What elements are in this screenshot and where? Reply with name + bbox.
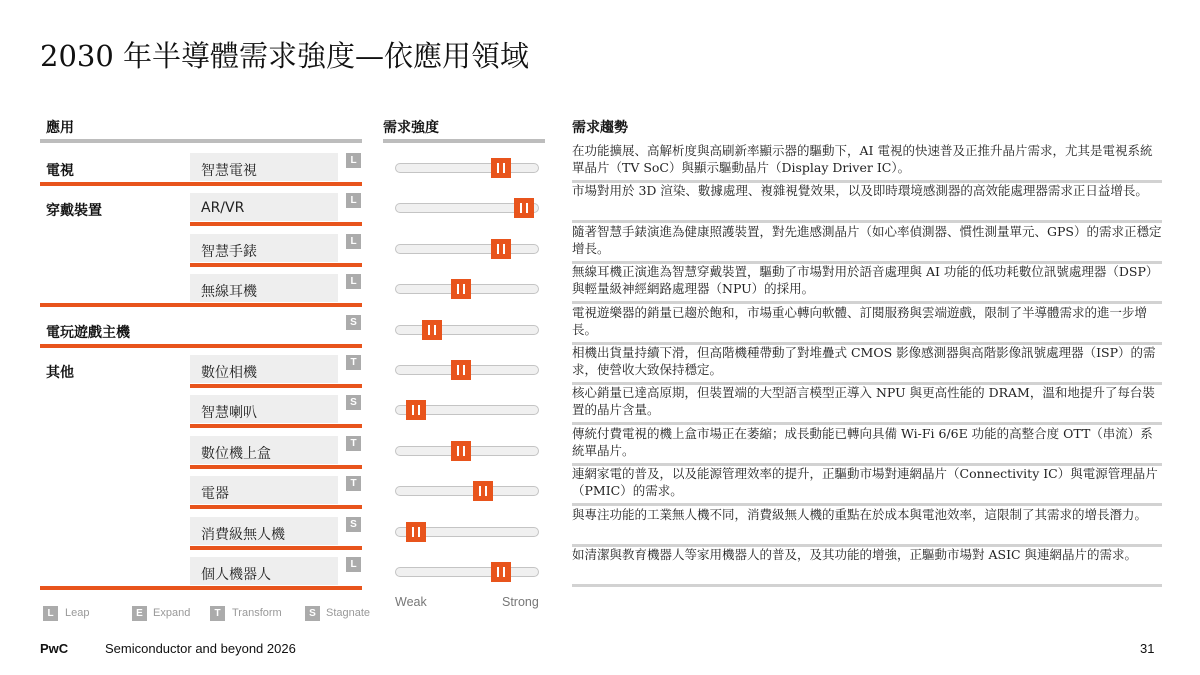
legend-badge-expand: E [132, 606, 147, 621]
subcategory-label: 電器 [201, 486, 229, 503]
intensity-marker [406, 522, 426, 542]
subcategory-divider [190, 465, 362, 469]
subcategory-label: AR/VR [201, 200, 245, 217]
trend-type-badge: L [346, 153, 361, 168]
footer-brand: PwC [40, 641, 69, 656]
subcategory-divider [190, 222, 362, 226]
trend-type-badge: T [346, 355, 361, 370]
intensity-marker [491, 158, 511, 178]
header-application: 應用 [46, 120, 74, 136]
trend-description: 電視遊樂器的銷量已趨於飽和，市場重心轉向軟體、訂閱服務與雲端遊戲，限制了半導體需求的進一步增長。 [572, 304, 1148, 337]
axis-weak-label: Weak [395, 595, 427, 609]
intensity-marker [514, 198, 534, 218]
intensity-marker [491, 239, 511, 259]
page-title: 2030 年半導體需求強度—依應用領域 [40, 39, 530, 73]
category-label: 電玩遊戲主機 [46, 324, 130, 341]
category-divider [40, 303, 362, 307]
trend-description: 隨著智慧手錶演進為健康照護裝置，對先進感測晶片（如心率偵測器、慣性測量單元、GPS）的需求正穩定增長。 [572, 223, 1162, 256]
trend-type-badge: T [346, 436, 361, 451]
intensity-track [395, 244, 539, 254]
subcategory-divider [190, 505, 362, 509]
intensity-marker [422, 320, 442, 340]
legend-label-leap: Leap [65, 607, 90, 619]
intensity-track [395, 567, 539, 577]
footer-report-title: Semiconductor and beyond 2026 [105, 641, 296, 656]
category-label: 穿戴裝置 [46, 203, 102, 220]
intensity-marker [491, 562, 511, 582]
trend-divider [572, 584, 1162, 587]
intensity-track [395, 163, 539, 173]
trend-description: 如清潔與教育機器人等家用機器人的普及，及其功能的增強，正驅動市場對 ASIC 與連網晶片的需求。 [572, 547, 1138, 562]
trend-description: 無線耳機正演進為智慧穿戴裝置，驅動了市場對用於語音處理與 AI 功能的低功耗數位訊號處理器（DSP）與輕量級神經網路處理器（NPU）的採用。 [572, 264, 1159, 297]
trend-description: 核心銷量已達高原期，但裝置端的大型語言模型正導入 NPU 與更高性能的 DRAM，溫和地提升了每台裝置的晶片含量。 [572, 385, 1155, 418]
header-trend: 需求趨勢 [572, 120, 628, 136]
subcategory-label: 消費級無人機 [201, 526, 285, 543]
trend-type-badge: S [346, 315, 361, 330]
trend-type-badge: L [346, 234, 361, 249]
category-label: 其他 [46, 365, 74, 381]
subcategory-divider [190, 384, 362, 388]
intensity-marker [451, 279, 471, 299]
trend-description: 傳統付費電視的機上盒市場正在萎縮；成長動能已轉向具備 Wi-Fi 6/6E 功能的高整合度 OTT（串流）系統單晶片。 [572, 425, 1153, 458]
legend-badge-transform: T [210, 606, 225, 621]
subcategory-label: 數位機上盒 [201, 445, 271, 462]
legend-label-stagnate: Stagnate [326, 607, 371, 619]
header-intensity: 需求強度 [383, 120, 439, 136]
legend-label-transform: Transform [232, 607, 282, 619]
trend-type-badge: L [346, 274, 361, 289]
subcategory-divider [190, 263, 362, 267]
trend-type-badge: S [346, 517, 361, 532]
intensity-track [395, 486, 539, 496]
category-divider [40, 182, 362, 186]
axis-strong-label: Strong [502, 595, 539, 609]
subcategory-divider [190, 546, 362, 550]
header-divider-intensity [383, 139, 545, 143]
trend-type-badge: S [346, 395, 361, 410]
subcategory-label: 智慧電視 [201, 163, 257, 179]
category-divider [40, 344, 362, 348]
intensity-marker [406, 400, 426, 420]
trend-type-badge: T [346, 476, 361, 491]
trend-description: 在功能擴展、高解析度與高刷新率顯示器的驅動下，AI 電視的快速普及正推升晶片需求，尤其是電視系統單晶片（TV SoC）與顯示驅動晶片（Display Driver IC）。 [572, 143, 1153, 175]
trend-description: 相機出貨量持續下滑，但高階機種帶動了對堆疊式 CMOS 影像感測器與高階影像訊號處理器（ISP）的需求，使營收大致保持穩定。 [572, 345, 1156, 377]
trend-type-badge: L [346, 557, 361, 572]
subcategory-label: 數位相機 [201, 365, 257, 381]
category-divider [40, 586, 362, 590]
header-divider-application [40, 139, 362, 143]
category-label: 電視 [46, 163, 74, 179]
subcategory-label: 智慧喇叭 [201, 405, 257, 422]
subcategory-label: 無線耳機 [201, 284, 257, 301]
trend-description: 連網家電的普及，以及能源管理效率的提升，正驅動市場對連網晶片（Connectivity IC）與電源管理晶片（PMIC）的需求。 [572, 466, 1158, 499]
trend-type-badge: L [346, 193, 361, 208]
trend-description: 與專注功能的工業無人機不同，消費級無人機的重點在於成本與電池效率，這限制了其需求的增長潛力。 [572, 506, 1148, 522]
footer-page-number: 31 [1140, 641, 1155, 656]
subcategory-label: 智慧手錶 [201, 243, 257, 260]
trend-description: 市場對用於 3D 渲染、數據處理、複雜視覺效果，以及即時環境感測器的高效能處理器需求正日益增長。 [572, 183, 1148, 199]
intensity-marker [451, 360, 471, 380]
legend-badge-leap: L [43, 606, 58, 621]
intensity-track [395, 325, 539, 335]
intensity-marker [451, 441, 471, 461]
legend-badge-stagnate: S [305, 606, 320, 621]
subcategory-divider [190, 424, 362, 428]
legend-label-expand: Expand [153, 607, 191, 619]
subcategory-label: 個人機器人 [201, 567, 271, 583]
intensity-marker [473, 481, 493, 501]
